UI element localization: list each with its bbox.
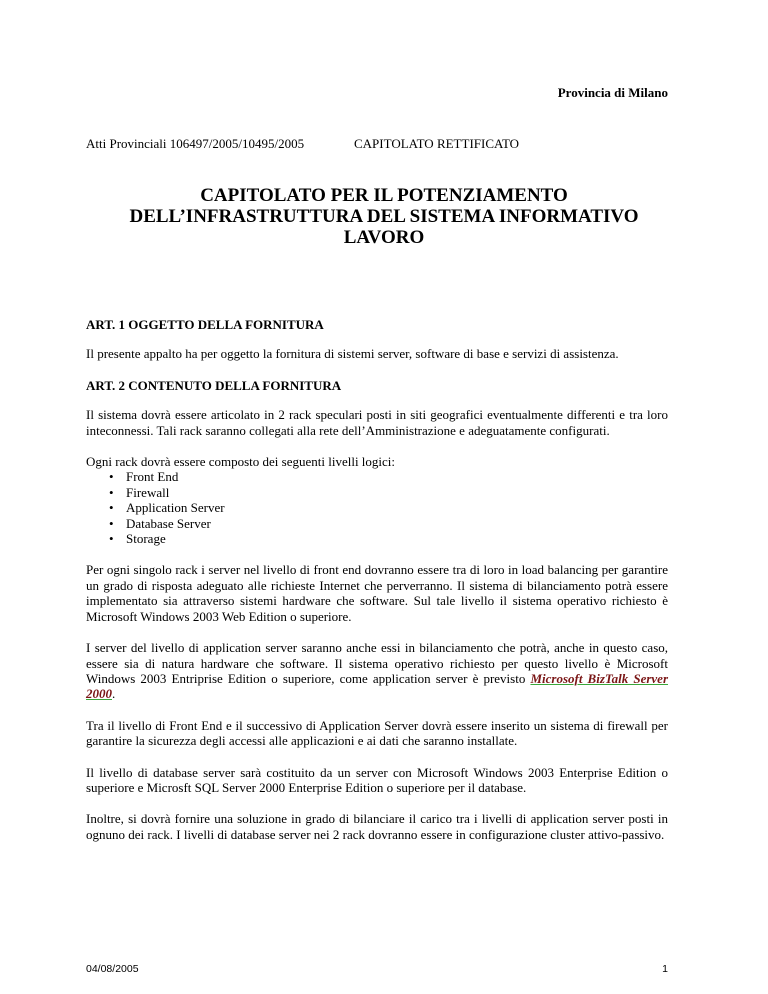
bullet-icon: • (109, 469, 114, 485)
document-status: CAPITOLATO RETTIFICATO (354, 136, 520, 151)
document-title (100, 185, 668, 248)
list-item: • Firewall (109, 484, 170, 500)
bullet-icon: • (109, 531, 114, 547)
art2-paragraph-4: I server del livello di application server saranno anche essi in bilanciamento che potrà, anche in questo caso, essere sia di natura hardware che software. Il sistema operativo richiesto per questo livello è Microsoft Windows 2003 Entriprise Edition o superiore, come application server è previsto Microsoft BizTalk Server 2000. (86, 640, 669, 702)
title-line-3: LAVORO (343, 227, 425, 248)
art2-paragraph-5: Tra il livello di Front End e il successivo di Application Server dovrà essere inserito un sistema di firewall per garantire la sicurezza degli accessi alle applicazioni e ai dati che saranno installate. (86, 717, 668, 749)
list-item: • Application Server (109, 500, 225, 516)
art1-paragraph: Il presente appalto ha per oggetto la fornitura di sistemi server, software di base e servizi di assistenza. (86, 346, 619, 362)
art2-heading: ART. 2 CONTENUTO DELLA FORNITURA (86, 377, 342, 393)
bullet-icon: • (109, 500, 114, 516)
list-item: • Database Server (109, 515, 211, 531)
art2-paragraph-6: Il livello di database server sarà costituito da un server con Microsoft Windows 2003 Enterprise Edition o superiore e Microsft SQL Server 2000 Enterprise Edition o superiore per il database. (86, 764, 668, 795)
art1-heading: ART. 1 OGGETTO DELLA FORNITURA (86, 317, 324, 332)
province-name: Provincia di Milano (557, 85, 668, 100)
page-number: 1 (662, 963, 668, 975)
bullet-icon: • (109, 484, 114, 500)
art2-levels-intro: Ogni rack dovrà essere composto dei seguenti livelli logici: (86, 454, 396, 470)
list-item: • Front End (109, 469, 179, 485)
art2-paragraph-3: Per ogni singolo rack i server nel livello di front end dovranno essere tra di loro in load balancing per garantire un grado di risposta adeguato alle richieste Internet che perverranno. Il sistema di bilanciamento potrà essere implementato sia attraverso sistemi hardware che software. Sul tale livello il sistema operativo richiesto è Microsoft Windows 2003 Web Edition o superiore. (86, 562, 668, 624)
title-line-2: DELL’INFRASTRUTTURA DEL SISTEMA INFORMATIVO (129, 206, 639, 227)
art2-paragraph-7: Inoltre, si dovrà fornire una soluzione in grado di bilanciare il carico tra i livelli di application server posti in ognuno dei rack. I livelli di database server nei 2 rack dovranno essere in configurazione cluster attivo-passivo. (86, 811, 668, 842)
art2-paragraph-1: Il sistema dovrà essere articolato in 2 rack speculari posti in siti geografici eventualmente differenti e tra loro inteconnessi. Tali rack saranno collegati alla rete dell’Amministrazione e adeguatamente configurati. (86, 407, 668, 438)
levels-list (86, 469, 668, 546)
document-body (86, 317, 668, 858)
footer-date: 04/08/2005 (86, 963, 139, 975)
title-line-1: CAPITOLATO PER IL POTENZIAMENTO (200, 185, 568, 206)
list-item: • Storage (109, 531, 166, 547)
atti-reference: Atti Provinciali 106497/2005/10495/2005 (86, 136, 305, 151)
bullet-icon: • (109, 515, 114, 531)
product-name-link: Microsoft BizTalk Server 2000 (86, 670, 669, 702)
